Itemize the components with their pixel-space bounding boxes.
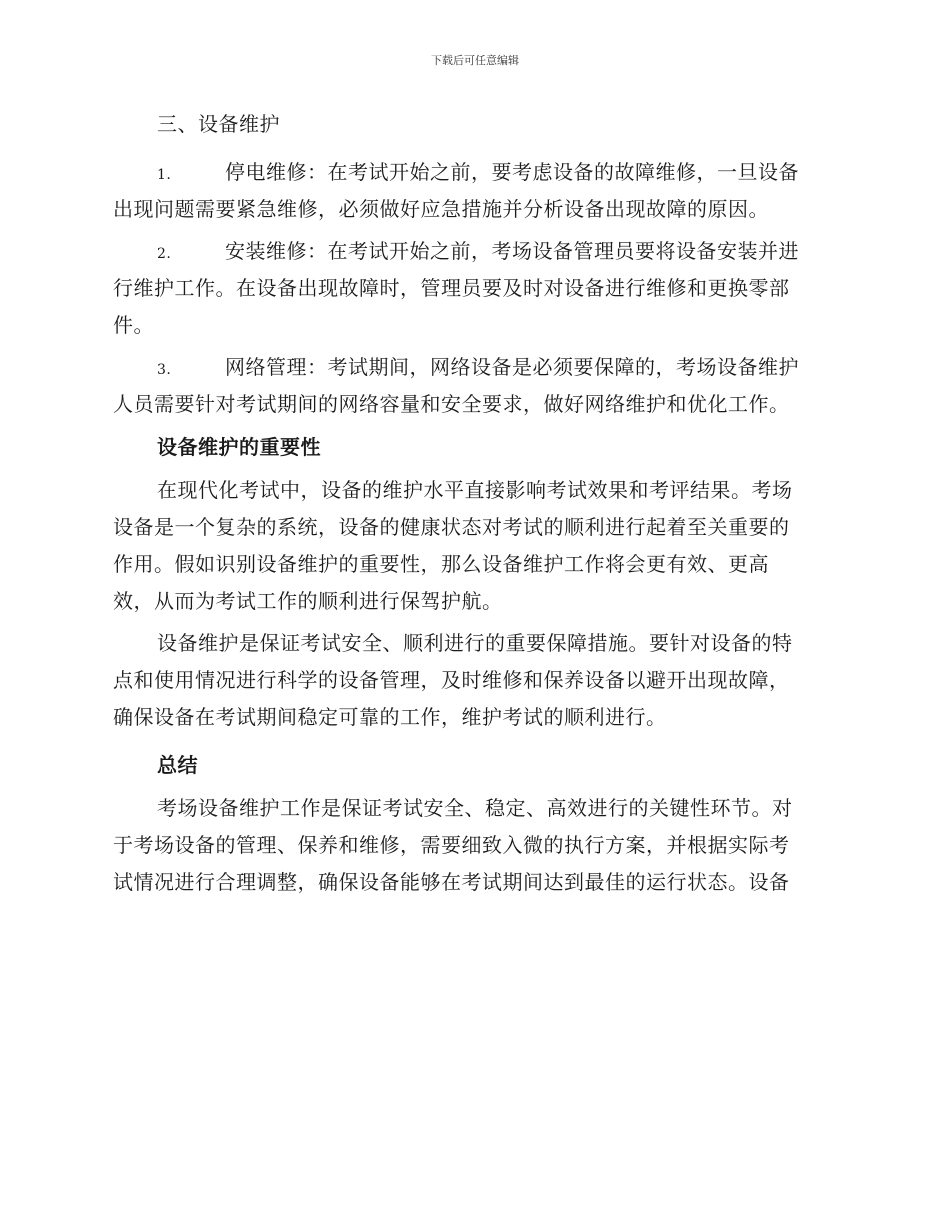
list-text: 安装维修：在考试开始之前，考场设备管理员要将设备安装并进	[225, 239, 799, 263]
summary-paragraph	[113, 794, 833, 896]
paragraph-line: 效，从而为考试工作的顺利进行保驾护航。	[113, 589, 503, 613]
summary-heading: 总结	[157, 753, 198, 777]
importance-heading: 设备维护的重要性	[157, 435, 321, 459]
paragraph-line: 设备是一个复杂的系统，设备的健康状态对考试的顺利进行起着至关重要的	[113, 515, 790, 539]
list-item-first-line	[113, 237, 833, 265]
paragraph-line: 试情况进行合理调整，确保设备能够在考试期间达到最佳的运行状态。设备	[113, 870, 790, 894]
list-text-line: 出现问题需要紧急维修，必须做好应急措施并分析设备出现故障的原因。	[113, 197, 769, 221]
list-text-line: 件。	[113, 313, 154, 337]
list-item-1	[113, 158, 833, 223]
paragraph-line: 考场设备维护工作是保证考试安全、稳定、高效进行的关键性环节。对	[157, 796, 793, 820]
paragraph-line: 在现代化考试中，设备的维护水平直接影响考试效果和考评结果。考场	[157, 478, 793, 502]
list-number: 3.	[157, 362, 172, 378]
page-header: 下载后可任意编辑	[431, 54, 519, 67]
list-item-first-line	[113, 353, 833, 381]
paragraph-line: 确保设备在考试期间稳定可靠的工作，维护考试的顺利进行。	[113, 705, 667, 729]
list-text: 网络管理：考试期间，网络设备是必须要保障的，考场设备维护	[225, 355, 799, 379]
list-item-first-line	[113, 158, 833, 186]
list-text: 停电维修：在考试开始之前，要考虑设备的故障维修，一旦设备	[225, 160, 799, 184]
importance-paragraph-1	[113, 476, 833, 615]
list-item-3	[113, 353, 833, 418]
list-text-line: 人员需要针对考试期间的网络容量和安全要求，做好网络维护和优化工作。	[113, 392, 790, 416]
document-body	[113, 110, 833, 896]
list-text-line: 行维护工作。在设备出现故障时，管理员要及时对设备进行维修和更换零部	[113, 276, 790, 300]
paragraph-line: 于考场设备的管理、保养和维修，需要细致入微的执行方案，并根据实际考	[113, 833, 790, 857]
importance-paragraph-2	[113, 629, 833, 731]
list-item-2	[113, 237, 833, 339]
section-title: 三、设备维护	[157, 112, 280, 136]
paragraph-line: 作用。假如识别设备维护的重要性，那么设备维护工作将会更有效、更高	[113, 552, 769, 576]
paragraph-line: 设备维护是保证考试安全、顺利进行的重要保障措施。要针对设备的特	[157, 631, 793, 655]
paragraph-line: 点和使用情况进行科学的设备管理，及时维修和保养设备以避开出现故障，	[113, 668, 790, 692]
list-number: 1.	[157, 167, 172, 183]
list-number: 2.	[157, 246, 172, 262]
